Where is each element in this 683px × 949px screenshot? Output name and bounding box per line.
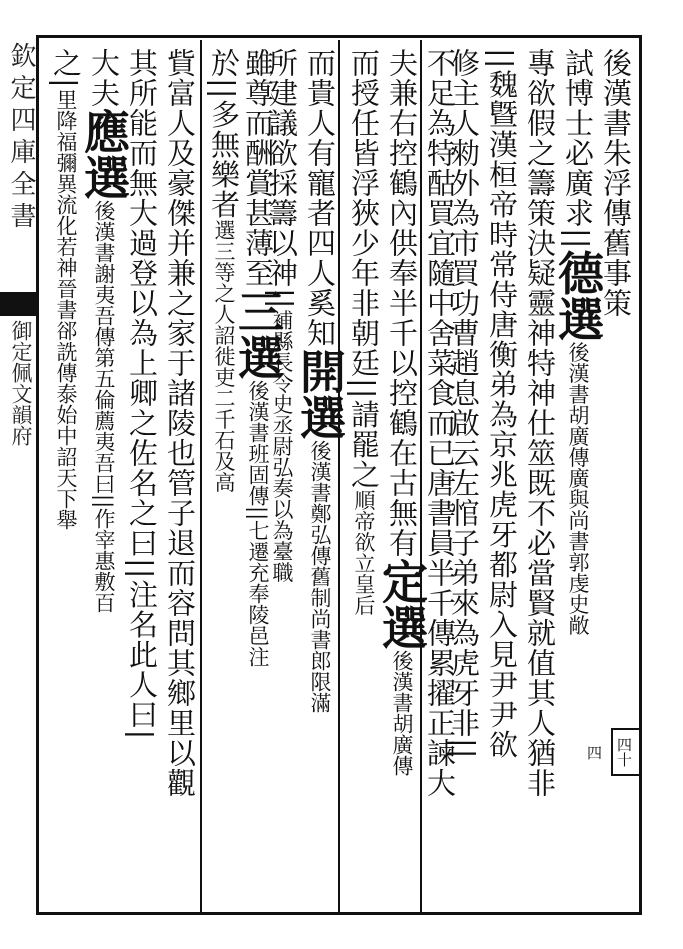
text-column-9 bbox=[293, 48, 347, 908]
column-text: 試博士必廣求|| bbox=[561, 48, 595, 250]
heading-kai-xuan: 開選 bbox=[293, 348, 347, 440]
column-text: ||魏曁漢桓帝時常侍唐衡弟為京兆虎牙都尉入見尹尹欲 bbox=[485, 48, 519, 760]
inline-note: 後漢書鄭弘傳舊制尚書郎限滿 bbox=[308, 440, 332, 713]
text-column-13 bbox=[160, 48, 200, 908]
text-column-7 bbox=[375, 48, 429, 908]
text-column-1 bbox=[596, 48, 636, 908]
heading-san-xuan: 三選 bbox=[231, 288, 285, 380]
column-text: 而授任皆浮狹少年非朝廷||請罷之 bbox=[347, 48, 381, 490]
inline-note: 順帝欲立皇后 bbox=[352, 489, 376, 616]
column-text: 夫兼右控鶴內供奉半千以控鶴在古無有 bbox=[385, 48, 419, 558]
heading-ding-xuan: 定選 bbox=[375, 558, 429, 650]
column-text: 不足為特酤買宜隨中舍菜食而已唐書員半千傳累擢正諫大 bbox=[423, 48, 457, 798]
text-column-15 bbox=[77, 48, 131, 908]
column-text: 貲富人及豪傑并兼之家于諸陵也管子退而容問其鄉里以觀 bbox=[163, 48, 197, 798]
margin-series-title: 欽定四庫全書 bbox=[6, 42, 36, 234]
column-text: 於||多無樂者 bbox=[207, 48, 241, 220]
text-column-16 bbox=[46, 48, 86, 908]
column-text: 修主人勑外為市買功曹趙息啟云左悺子弟來為虎牙非|| bbox=[447, 48, 481, 760]
inline-note: 後漢書謝夷吾傳第五倫薦夷吾曰||作宰惠敷百 bbox=[92, 200, 116, 614]
column-text: 後漢書朱浮傳舊事策 bbox=[599, 48, 633, 318]
heading-de-xuan: 德選 bbox=[551, 249, 605, 342]
column-text: 而貴人有寵者四人奚知 bbox=[303, 48, 337, 348]
column-rule bbox=[200, 40, 202, 912]
column-text: 專欲假之籌策決疑靈神特神仕筮既不必當賢就值其人猶非 bbox=[523, 48, 557, 798]
text-column-4 bbox=[482, 48, 522, 908]
text-column-2 bbox=[551, 48, 605, 908]
text-column-8 bbox=[344, 48, 384, 908]
heading-ying-xuan: 應選 bbox=[77, 108, 131, 200]
inline-note: 後漢書胡廣傳 bbox=[390, 650, 414, 776]
inline-note: 補縣長令史丞尉弘奏以為臺職 bbox=[270, 309, 294, 583]
column-text: 之| bbox=[49, 48, 83, 89]
text-column-6 bbox=[420, 48, 460, 908]
inline-note: 里降福彌異流化若神晉書郤詵傳泰始中詔天下舉 bbox=[54, 88, 78, 530]
inline-note: 後漢書班固傳||七遷充奉陵邑注 bbox=[246, 380, 270, 668]
text-column-3 bbox=[520, 48, 560, 908]
page-number: 四十四 bbox=[611, 728, 641, 776]
margin-black-tab bbox=[0, 292, 38, 316]
text-column-12 bbox=[204, 48, 244, 908]
column-text: 雖尊而酬賞甚薄至 bbox=[241, 48, 275, 288]
column-text: 其所能而無大過登以為上卿之佐名之曰||注名此人曰| bbox=[125, 48, 159, 741]
column-text: 大夫 bbox=[87, 48, 121, 108]
inline-note: 後漢書胡廣傳廣與尚書郭虔史敞 bbox=[566, 341, 590, 636]
inline-note: 選三等之人詔徙吏二千石及高 bbox=[212, 219, 236, 493]
column-text: 所建議欲採籌以神|| bbox=[265, 48, 299, 310]
margin-book-title: 御定佩文韻府 bbox=[9, 320, 33, 446]
